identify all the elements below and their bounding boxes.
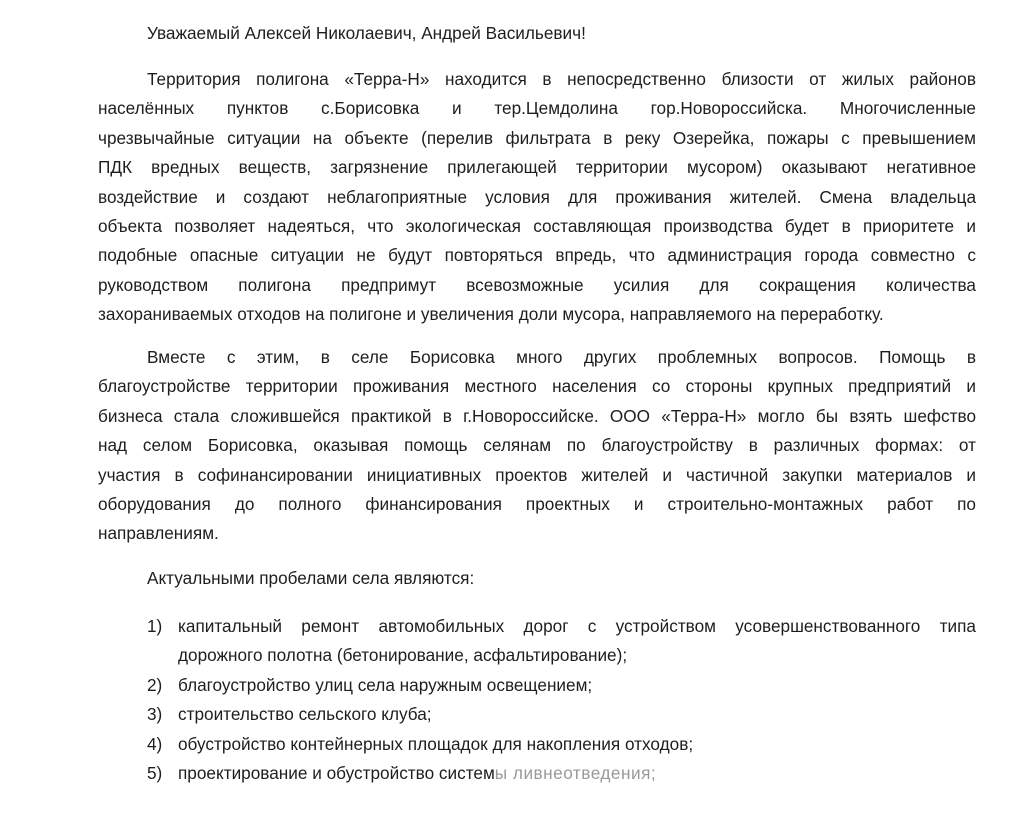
list-text	[178, 759, 976, 788]
list-number: 4)	[147, 733, 163, 754]
paragraph-line: оборудования до полного финансирования проектных и строительно-монтажных работ по	[98, 493, 976, 514]
paragraph-line: Территория полигона «Терра-Н» находится в непосредственно близости от жилых районов	[147, 69, 976, 89]
list-text-continued: дорожного полотна (бетонирование, асфальтирование);	[178, 645, 628, 666]
list-number: 5)	[147, 762, 163, 783]
list-text-clear: проектирование и обустройство систем	[178, 762, 495, 783]
paragraph-line: над селом Борисовка, оказывая помощь селянам по благоустройству в различных формах: от	[98, 435, 976, 456]
paragraph-landfill	[98, 65, 976, 330]
paragraph-line: бизнеса стала сложившейся практикой в г.Новороссийске. ООО «Терра-Н» могло бы взять шефство	[98, 405, 976, 426]
paragraph-line: населённых пунктов с.Борисовка и тер.Цемдолина гор.Новороссийска. Многочисленные	[98, 98, 976, 119]
list-item	[98, 759, 976, 788]
list-text: капитальный ремонт автомобильных дорог с устройством усовершенствованного типа	[178, 616, 976, 636]
list-item	[98, 700, 976, 729]
list-item	[98, 671, 976, 700]
paragraph-line: объекта позволяет надеяться, что экологическая составляющая производства будет в приоритете и	[98, 215, 976, 236]
list-text: благоустройство улиц села наружным освещением;	[178, 674, 593, 695]
list-item	[98, 730, 976, 759]
paragraph-line: чрезвычайные ситуации на объекте (перелив фильтрата в реку Озерейка, пожары с превышением	[98, 127, 976, 148]
list-text-degraded: ы ливнеотведения;	[494, 762, 657, 783]
list-number: 2)	[147, 674, 163, 695]
list-number: 3)	[147, 704, 163, 725]
list-intro	[98, 564, 976, 593]
salutation-text: Уважаемый Алексей Николаевич, Андрей Васильевич!	[147, 23, 586, 43]
paragraph-line: благоустройстве территории проживания местного населения со стороны крупных предприятий и	[98, 376, 976, 397]
salutation	[98, 19, 976, 48]
paragraph-line: руководством полигона предпримут всевозможные усилия для сокращения количества	[98, 274, 976, 295]
paragraph-line: участия в софинансировании инициативных проектов жителей и частичной закупки материалов и	[98, 464, 976, 485]
list-item	[98, 612, 976, 641]
paragraph-line: Вместе с этим, в селе Борисовка много других проблемных вопросов. Помощь в	[147, 347, 976, 367]
paragraph-line: подобные опасные ситуации не будут повторяться впредь, что администрация города совместно с	[98, 245, 976, 266]
paragraph-line: воздействие и создают неблагоприятные условия для проживания жителей. Смена владельца	[98, 186, 976, 207]
paragraph-line: ПДК вредных веществ, загрязнение прилегающей территории мусором) оказывают негативное	[98, 157, 976, 178]
list-text: обустройство контейнерных площадок для накопления отходов;	[178, 733, 694, 754]
list-number: 1)	[147, 616, 163, 636]
list-text: строительство сельского клуба;	[178, 704, 432, 725]
paragraph-line: направлениям.	[98, 523, 219, 544]
paragraph-line: захораниваемых отходов на полигоне и увеличения доли мусора, направляемого на переработку.	[98, 304, 884, 325]
paragraph-patronage	[98, 343, 976, 549]
gaps-list	[98, 612, 976, 788]
list-intro-text: Актуальными пробелами села являются:	[147, 568, 475, 588]
